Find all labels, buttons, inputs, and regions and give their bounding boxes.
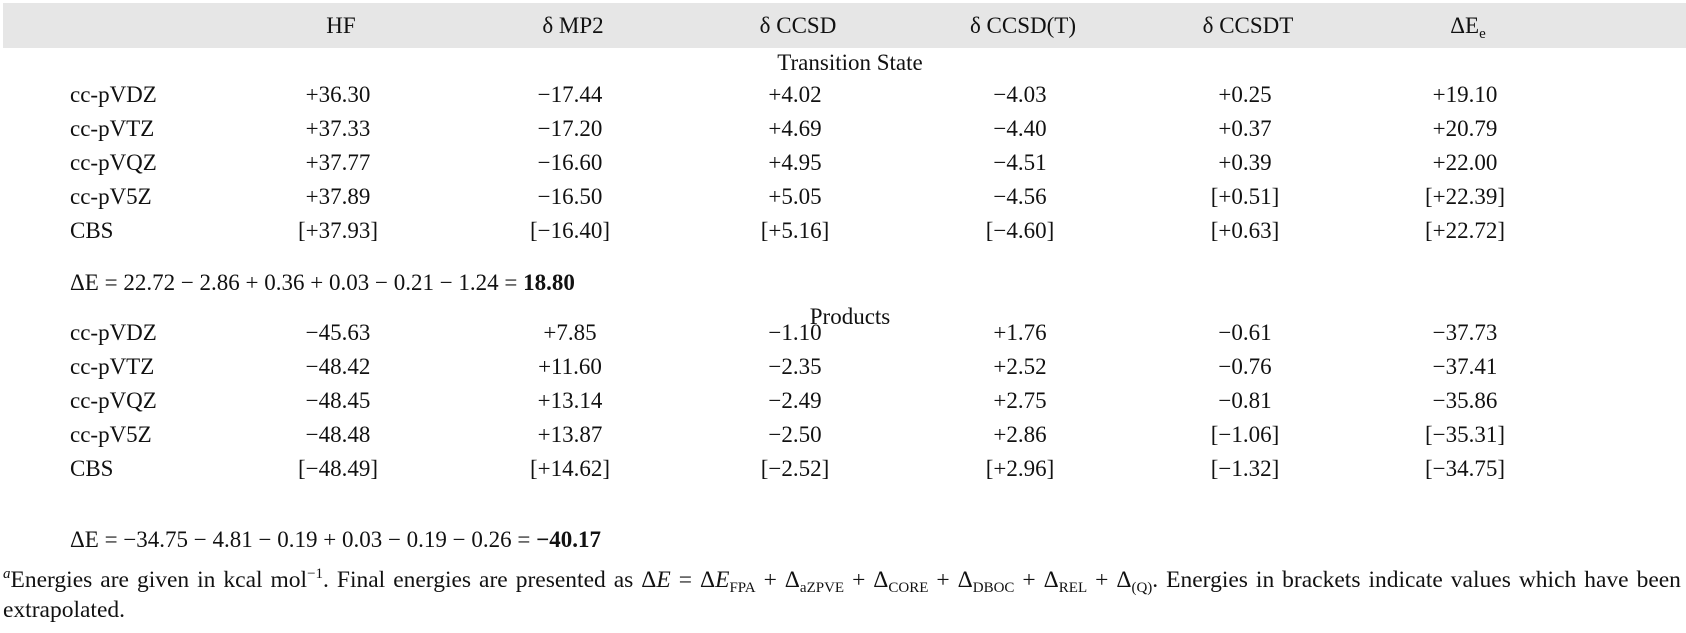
- cell-ccsdt-paren: [−4.60]: [985, 218, 1055, 243]
- table-header-bar: [3, 3, 1686, 48]
- header-ccsdt: δ CCSDT: [1202, 13, 1294, 38]
- basis-set-label: cc-pVDZ: [70, 320, 157, 345]
- table-row: [0, 316, 1686, 350]
- cell-ccsd: −2.49: [768, 388, 822, 413]
- basis-set-label: cc-pV5Z: [70, 184, 152, 209]
- basis-set-label: CBS: [70, 456, 114, 481]
- cell-ccsd: +5.05: [768, 184, 822, 209]
- cell-ccsd: +4.95: [768, 150, 822, 175]
- footnote-text: + Δ: [928, 567, 973, 593]
- cell-de: −37.41: [1432, 354, 1498, 379]
- footnote-text: −1: [307, 566, 324, 582]
- cell-de: [−34.75]: [1424, 456, 1506, 481]
- header-ccsd: δ CCSD: [759, 13, 837, 38]
- cell-mp2: −16.60: [537, 150, 603, 175]
- footnote-text: . Energies in brackets indicate values which have been extrapolated.: [3, 567, 1681, 623]
- footnote-marker: a: [3, 566, 11, 582]
- footnote-text: CORE: [888, 580, 929, 596]
- basis-set-label: cc-pVQZ: [70, 150, 157, 175]
- cell-ccsdt-paren: [+2.96]: [985, 456, 1055, 481]
- cell-ccsdt: +0.37: [1218, 116, 1272, 141]
- footnote-text: E: [656, 567, 671, 593]
- header-ccsd-t: δ CCSD(T): [969, 13, 1077, 38]
- cell-de: [+22.39]: [1424, 184, 1506, 209]
- cell-ccsdt: [−1.06]: [1210, 422, 1280, 447]
- cell-ccsd: +4.69: [768, 116, 822, 141]
- cell-ccsdt-paren: −4.40: [993, 116, 1047, 141]
- cell-de: +20.79: [1432, 116, 1498, 141]
- cell-hf: [−48.49]: [297, 456, 379, 481]
- basis-set-label: cc-pVTZ: [70, 354, 155, 379]
- cell-de: −37.73: [1432, 320, 1498, 345]
- cell-ccsd: [+5.16]: [760, 218, 830, 243]
- cell-mp2: +13.14: [537, 388, 603, 413]
- cell-ccsdt: −0.61: [1218, 320, 1272, 345]
- cell-hf: +37.33: [305, 116, 371, 141]
- table-row: [0, 214, 1686, 248]
- cell-mp2: −16.50: [537, 184, 603, 209]
- cell-ccsd: +4.02: [768, 82, 822, 107]
- cell-ccsdt-paren: −4.03: [993, 82, 1047, 107]
- cell-ccsdt: −0.81: [1218, 388, 1272, 413]
- cell-ccsdt: [+0.51]: [1210, 184, 1280, 209]
- cell-mp2: [+14.62]: [529, 456, 611, 481]
- footnote-text: FPA: [729, 580, 756, 596]
- formula-body: = 22.72 − 2.86 + 0.36 + 0.03 − 0.21 − 1.24 =: [98, 270, 524, 295]
- formula-result: 18.80: [523, 270, 575, 295]
- header-hf: HF: [326, 13, 356, 38]
- formula-body: = −34.75 − 4.81 − 0.19 + 0.03 − 0.19 − 0.26 =: [98, 527, 537, 552]
- footnote-text: . Final energies are presented as Δ: [323, 567, 657, 593]
- formula-lhs: ΔE: [70, 527, 99, 552]
- basis-set-label: cc-pVQZ: [70, 388, 157, 413]
- cell-hf: [+37.93]: [297, 218, 379, 243]
- cell-de: [+22.72]: [1424, 218, 1506, 243]
- cell-mp2: [−16.40]: [529, 218, 611, 243]
- cell-ccsd: [−2.52]: [760, 456, 830, 481]
- cell-ccsdt-paren: +2.52: [993, 354, 1047, 379]
- cell-de: [−35.31]: [1424, 422, 1506, 447]
- table-row: [0, 384, 1686, 418]
- cell-ccsdt: [−1.32]: [1210, 456, 1280, 481]
- footnote-text: = Δ: [670, 567, 716, 593]
- cell-hf: +37.77: [305, 150, 371, 175]
- cell-ccsdt-paren: −4.56: [993, 184, 1047, 209]
- cell-mp2: −17.20: [537, 116, 603, 141]
- cell-ccsdt: [+0.63]: [1210, 218, 1280, 243]
- cell-ccsdt-paren: +1.76: [993, 320, 1047, 345]
- cell-de: −35.86: [1432, 388, 1498, 413]
- footnote-text: + Δ: [844, 567, 889, 593]
- basis-set-label: cc-pV5Z: [70, 422, 152, 447]
- formula-lhs: ΔE: [70, 270, 99, 295]
- cell-de: +19.10: [1432, 82, 1498, 107]
- cell-ccsd: −2.35: [768, 354, 822, 379]
- cell-ccsdt: −0.76: [1218, 354, 1272, 379]
- footnote-text: DBOC: [972, 580, 1015, 596]
- table-row: [0, 112, 1686, 146]
- cell-hf: −48.45: [305, 388, 371, 413]
- cell-ccsdt-paren: +2.75: [993, 388, 1047, 413]
- section-title-transition-state: Transition State: [777, 50, 923, 75]
- cell-ccsd: −2.50: [768, 422, 822, 447]
- footnote-text: + Δ: [1014, 567, 1059, 593]
- header-mp2: δ MP2: [542, 13, 604, 38]
- footnote-text: REL: [1058, 580, 1088, 596]
- cell-hf: −45.63: [305, 320, 371, 345]
- table-row: [0, 180, 1686, 214]
- footnote-text: (Q): [1131, 580, 1153, 596]
- cell-de: +22.00: [1432, 150, 1498, 175]
- cell-ccsdt: +0.39: [1218, 150, 1272, 175]
- footnote-text: aZPVE: [799, 580, 845, 596]
- cell-ccsdt: +0.25: [1218, 82, 1272, 107]
- footnote-text: + Δ: [755, 567, 800, 593]
- table-row: [0, 350, 1686, 384]
- header-delta-e: [1398, 8, 1538, 44]
- table-row: [0, 418, 1686, 452]
- header-delta-e-sub: e: [1479, 26, 1486, 42]
- cell-mp2: +7.85: [543, 320, 597, 345]
- table-row: [0, 452, 1686, 486]
- table-footnote: [3, 565, 1681, 625]
- cell-ccsd: −1.10: [768, 320, 822, 345]
- basis-set-label: cc-pVTZ: [70, 116, 155, 141]
- footnote-text: E: [715, 567, 730, 593]
- table-row: [0, 146, 1686, 180]
- cell-mp2: +11.60: [538, 354, 602, 379]
- footnote-text: + Δ: [1087, 567, 1132, 593]
- table-row: [0, 78, 1686, 112]
- basis-set-label: CBS: [70, 218, 114, 243]
- cell-ccsdt-paren: −4.51: [993, 150, 1047, 175]
- products-formula: [70, 523, 601, 557]
- cell-ccsdt-paren: +2.86: [993, 422, 1047, 447]
- footnote-text: Energies are given in kcal mol: [10, 567, 308, 593]
- cell-hf: +37.89: [305, 184, 371, 209]
- cell-hf: +36.30: [305, 82, 371, 107]
- header-delta-e-main: ΔE: [1450, 13, 1480, 38]
- section-title-products: Products: [809, 304, 891, 329]
- cell-mp2: −17.44: [537, 82, 603, 107]
- cell-hf: −48.42: [305, 354, 371, 379]
- formula-result: −40.17: [536, 527, 601, 552]
- transition-state-formula: [70, 266, 575, 300]
- cell-hf: −48.48: [305, 422, 371, 447]
- basis-set-label: cc-pVDZ: [70, 82, 157, 107]
- cell-mp2: +13.87: [537, 422, 603, 447]
